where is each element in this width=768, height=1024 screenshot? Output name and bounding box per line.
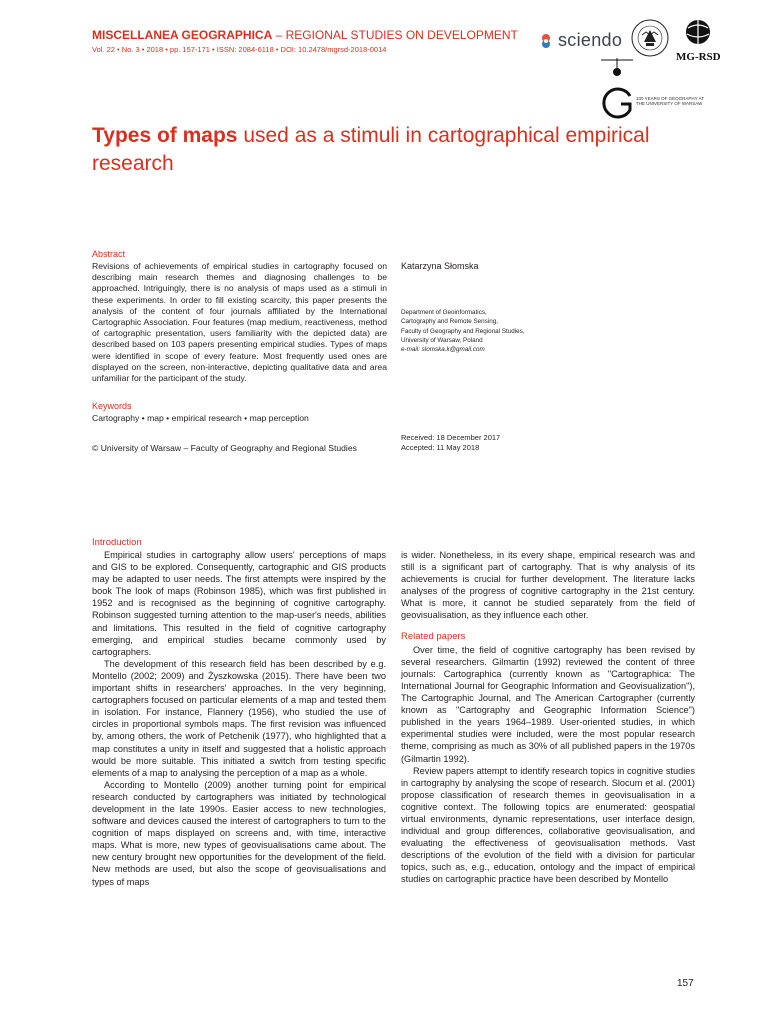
century-geography-logo [597,58,637,129]
author-affiliation [401,308,581,354]
mgrsd-label: MG-RSD [676,51,721,63]
accepted-date: Accepted: 11 May 2018 [401,442,480,452]
body-paragraph: Over time, the field of cognitive cartography has been revised by several researchers. Gilmartin (1992) reviewed the content of three journals: Cartographica (currently known as "Cartographica: The International Journal for Geographic Information and Geovisualization"), The Cartographic Journal, and The American Cartographer (currently known as "Cartography and Geographic Information Science") published in the years 1964–1989. User-oriented studies, in which experimental studies were included, were the most popular research theme, comprising as much as 30% of all published papers in the 1970s (Gilmartin 1992). [401,644,695,764]
mgrsd-logo [676,18,721,63]
article-title [92,122,652,178]
author-name: Katarzyna Słomska [401,261,479,271]
journal-title [92,28,518,42]
sciendo-mark-icon [538,33,554,49]
sciendo-logo [538,30,622,51]
affiliation-line: Faculty of Geography and Regional Studies, [401,327,525,335]
journal-name: MISCELLANEA GEOGRAPHICA [92,28,273,42]
copyright-notice: © University of Warsaw – Faculty of Geography and Regional Studies [92,443,357,453]
globe-icon [678,18,718,48]
email-label: e-mail: [401,346,420,354]
affiliation-line: University of Warsaw, Poland [401,336,483,344]
page-number: 157 [677,978,694,989]
g-monogram-icon [597,58,637,124]
title-bold: Types of maps [92,124,238,147]
right-column [401,549,695,886]
body-paragraph: Empirical studies in cartography allow users' perceptions of maps and GIS to be explored. Consequently, cartographic and GIS products may be adapted to user needs. The first attempts were inspired by the book The look of maps (Robinson 1985), which was first published in 1952 and is recognised as the beginning of cognitive cartography. Robinson suggested turning attention to the map-user's needs, abilities and limitations. This resulted in the field of cognitive cartography emerging, and empirical studies became commonly used by cartographers. [92,550,386,657]
keywords-heading: Keywords [92,401,132,411]
publisher-name: sciendo [558,30,623,50]
keywords-text: Cartography • map • empirical research • map perception [92,413,309,423]
received-date: Received: 18 December 2017 [401,433,501,442]
related-papers-heading: Related papers [401,630,466,642]
affiliation-line: Cartography and Remote Sensing, [401,318,498,326]
body-paragraph: Review papers attempt to identify research topics in cognitive studies in cartography by analysing the scope of research. Slocum et al. (2001) propose classification of research themes in geovisualisation in a cognitive context. The following topics are enumerated: geospatial virtual environments, dynamic representations, user interface design, individual and group differences, collaborative geovisualisation, and evaluating the effectiveness of geovisualisation methods. Vast descriptions of the evolution of the field with a division for particular topics, such as, e.g., education, ontology and the impact of empirical studies on cartographic practice have been described by Montello [401,765,695,885]
email-link[interactable]: slomska.k@gmail.com [421,346,485,354]
article-dates [401,433,500,452]
abstract-text: Revisions of achievements of empirical studies in cartography focused on describing main research themes and diagnosing challenges to be approached. Intriguingly, there is no analysis of maps used as a stimuli in these experiments. In order to fill existing scarcity, this paper presents the analysis of the content of four journals affiliated by the International Cartographic Association. Four features (map medium, reactiveness, method of cartographic presentation, users familiarity with the depicted data) are described based on 103 papers presenting empirical studies. Types of maps were identified in scope of every feature. Most frequently used ones are displayed on the screen, non-interactive, depicting qualitative data and area unfamiliar for the participant of the study. [92,261,387,384]
body-paragraph: is wider. Nonetheless, in its every shape, empirical research was and still is a significant part of cartography. That is why analysis of its achievements is crucial for further development. The literature lacks analyses of the progress of cognitive cartography in the 21st century. What is more, it cannot be studied separately from the field of geovisualisation, as they influence each other. [401,550,695,621]
university-seal-logo [630,18,670,63]
body-paragraph: The development of this research field has been described by e.g. Montello (2002; 2009) and Żyszkowska (2015). There have been two important shifts in researchers' approaches. In the very beginning, cartographers focused on particular elements of a map and tested them in isolation. For instance, Flannery (1956), who studied the use of circles in proportional symbols maps. The first revision was influenced by, among others, the work of Petchenik (1977), who highlighted that a map constitutes a unity in itself and suggested that a holistic approach would be more suitable. This initiated a switch from testing specific elements of a map to analysing the perception of a map as a whole. [92,658,386,778]
left-column [92,549,386,888]
body-paragraph: According to Montello (2009) another turning point for empirical research conducted by cartographers was initiated by technological development in the late 1990s. Easier access to new technologies, software and devices caused the interest of cartographers to turn to the cognition of maps displayed on screens and, with time, interactive maps. What is more, new types of geovisualisations came about. The new century brought new opportunities for the development of the field. New methods are used, but also the scope of geovisualisations and types of maps [92,779,386,887]
article-meta: Vol. 22 • No. 3 • 2018 • pp. 157-171 • ISSN: 2084-6118 • DOI: 10.2478/mgrsd-2018-0014 [92,45,387,54]
seal-icon [630,18,670,58]
affiliation-line: Department of Geoinformatics, [401,309,487,316]
century-geography-text: 100 YEARS OF GEOGRAPHY AT THE UNIVERSITY OF WARSAW [636,96,704,106]
author-email [401,345,581,354]
title-rest: used as a stimuli in cartographical empirical research [92,124,650,175]
introduction-heading: Introduction [92,537,142,548]
abstract-heading: Abstract [92,249,126,259]
journal-subtitle: – REGIONAL STUDIES ON DEVELOPMENT [272,28,518,42]
